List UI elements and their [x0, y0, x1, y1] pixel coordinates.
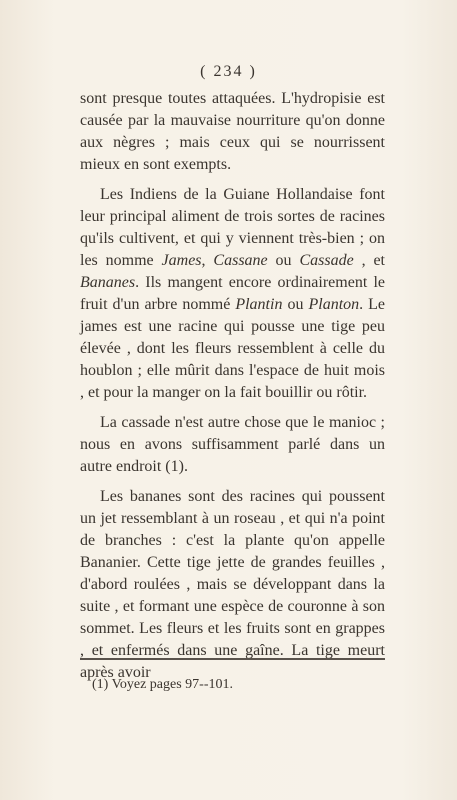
footnote: (1) Voyez pages 97--101.	[92, 677, 234, 692]
paragraph-bananes: Les bananes sont des racines qui poussent un jet ressemblant à un roseau , et qui n'a point de branches : c'est la plante qu'on appelle Bananier. Cette tige jette de grandes feuilles , d'abord roulées , mais se développant dans la suite , et formant une espèce de couronne à son sommet. Les fleurs et les fruits sont en grappes , et enfermés dans une gaîne. La tige meurt après avoir	[80, 488, 385, 681]
separator: . Ils mangent encore ordinairement le fruit d'un arbre nommé	[80, 274, 385, 313]
separator: ou	[267, 252, 300, 269]
main-text	[80, 88, 385, 684]
separator: , et	[353, 252, 385, 269]
paragraph-indians	[80, 184, 385, 404]
page-number: ( 234 )	[200, 63, 257, 80]
separator: ,	[201, 252, 214, 269]
paragraph-indians-intro: Les Indiens de la Guiane Hollandaise font leur principal aliment de trois sortes de racines qu'ils cultivent, et qui y viennent très-bien ; on les nomme	[80, 186, 385, 269]
paragraph-continued: sont presque toutes attaquées. L'hydropisie est causée par la mauvaise nourriture qu'on donne aux nègres ; mais ceux qui se nourrissent mieux en sont exempts.	[80, 90, 385, 173]
term-plantin: Plantin	[235, 296, 283, 313]
term-cassane: Cassane	[213, 252, 268, 269]
term-planton: Planton	[308, 296, 360, 313]
separator: ou	[282, 296, 309, 313]
paragraph-indians-rest: . Le james est une racine qui pousse une tige peu élevée , dont les fleurs ressemblent à celle du houblon ; elle mûrit dans l'espace de huit mois , et pour la manger on la fait bouillir ou rôtir.	[80, 296, 386, 401]
term-cassade: Cassade	[299, 252, 354, 269]
term-bananes: Bananes	[80, 274, 136, 291]
term-james: James	[161, 252, 202, 269]
footnote-rule	[80, 658, 385, 660]
paragraph-cassade: La cassade n'est autre chose que le manioc ; nous en avons suffisamment parlé dans un autre endroit (1).	[80, 414, 385, 475]
